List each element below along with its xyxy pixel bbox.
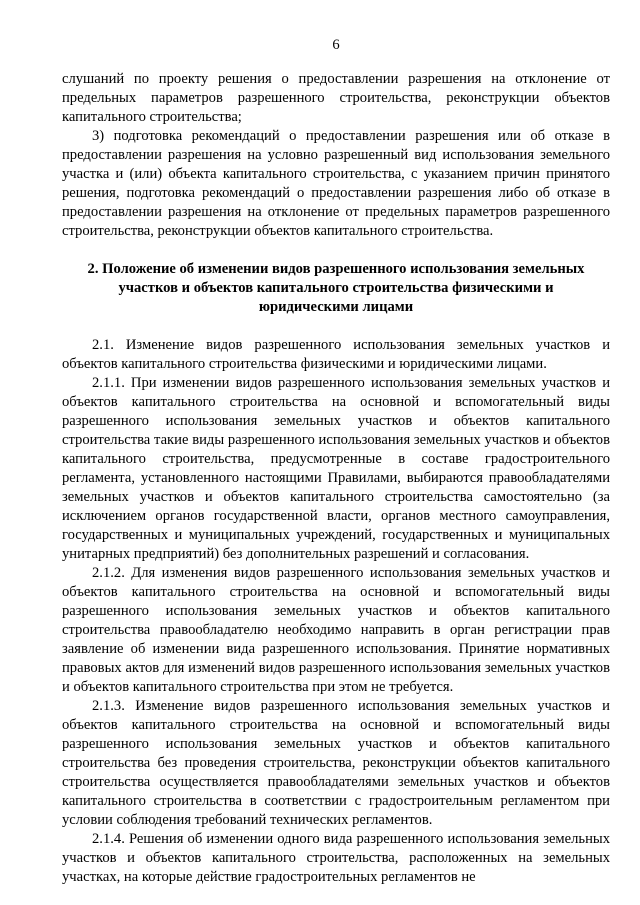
paragraph-item-3: 3) подготовка рекомендаций о предоставлении разрешения или об отказе в предоставлении разрешения на условно разрешенный вид использования земельного участка и (или) объекта капитального строительства, с указанием причин принятого решения, подготовка рекомендаций о предоставлении разрешения либо об отказе в предоставлении разрешения на отклонение от предельных параметров разрешенного строительства, реконструкции объектов капитального строительства. <box>62 128 610 239</box>
paragraph-2-1-3: 2.1.3. Изменение видов разрешенного использования земельных участков и объектов капитального строительства на основной и вспомогательный виды разрешенного использования земельных участков и объектов капитального строительства без проведения строительства, реконструкции объектов капитального строительства осуществляется правообладателями земельных участков и объектов капитального строительства в соответствии с градостроительным регламентом при условии соблюдения требований технических регламентов. <box>62 698 610 828</box>
paragraph-intro-continuation: слушаний по проекту решения о предоставлении разрешения на отклонение от предельных параметров разрешенного строительства, реконструкции объектов капитального строительства; <box>62 71 610 125</box>
paragraph-2-1-2: 2.1.2. Для изменения видов разрешенного использования земельных участков и объектов капитального строительства на основной и вспомогательный виды разрешенного использования земельных участков и объектов капитального строительства правообладателю необходимо направить в орган регистрации прав заявление об изменении вида разрешенного использования. Принятие нормативных правовых актов для изменений видов разрешенного использования земельных участков и объектов капитального строительства при этом не требуется. <box>62 565 610 695</box>
page-number: 6 <box>332 37 340 53</box>
paragraph-2-1: 2.1. Изменение видов разрешенного использования земельных участков и объектов капитального строительства физическими и юридическими лицами. <box>62 337 610 372</box>
paragraph-2-1-4-partial: 2.1.4. Решения об изменении одного вида разрешенного использования земельных участков и объектов капитального строительства, расположенных на земельных участках, на которые действие градостроительных регламентов не <box>62 831 610 885</box>
paragraph-2-1-1: 2.1.1. При изменении видов разрешенного использования земельных участков и объектов капитального строительства на основной и вспомогательный виды разрешенного использования земельных участков и объектов капитального строительства такие виды разрешенного использования земельных участков и объектов капитального строительства, предусмотренные в составе градостроительного регламента, установленного настоящими Правилами, выбираются правообладателями земельных участков и объектов капитального строительства самостоятельно (за исключением органов государственной власти, органов местного самоуправления, государственных и муниципальных учреждений, государственных и муниципальных унитарных предприятий) без дополнительных разрешений и согласования. <box>62 375 610 562</box>
section-2-heading: 2. Положение об изменении видов разрешенного использования земельных участков и объектов капитального строительства физическими и юридическими лицами <box>87 261 585 315</box>
